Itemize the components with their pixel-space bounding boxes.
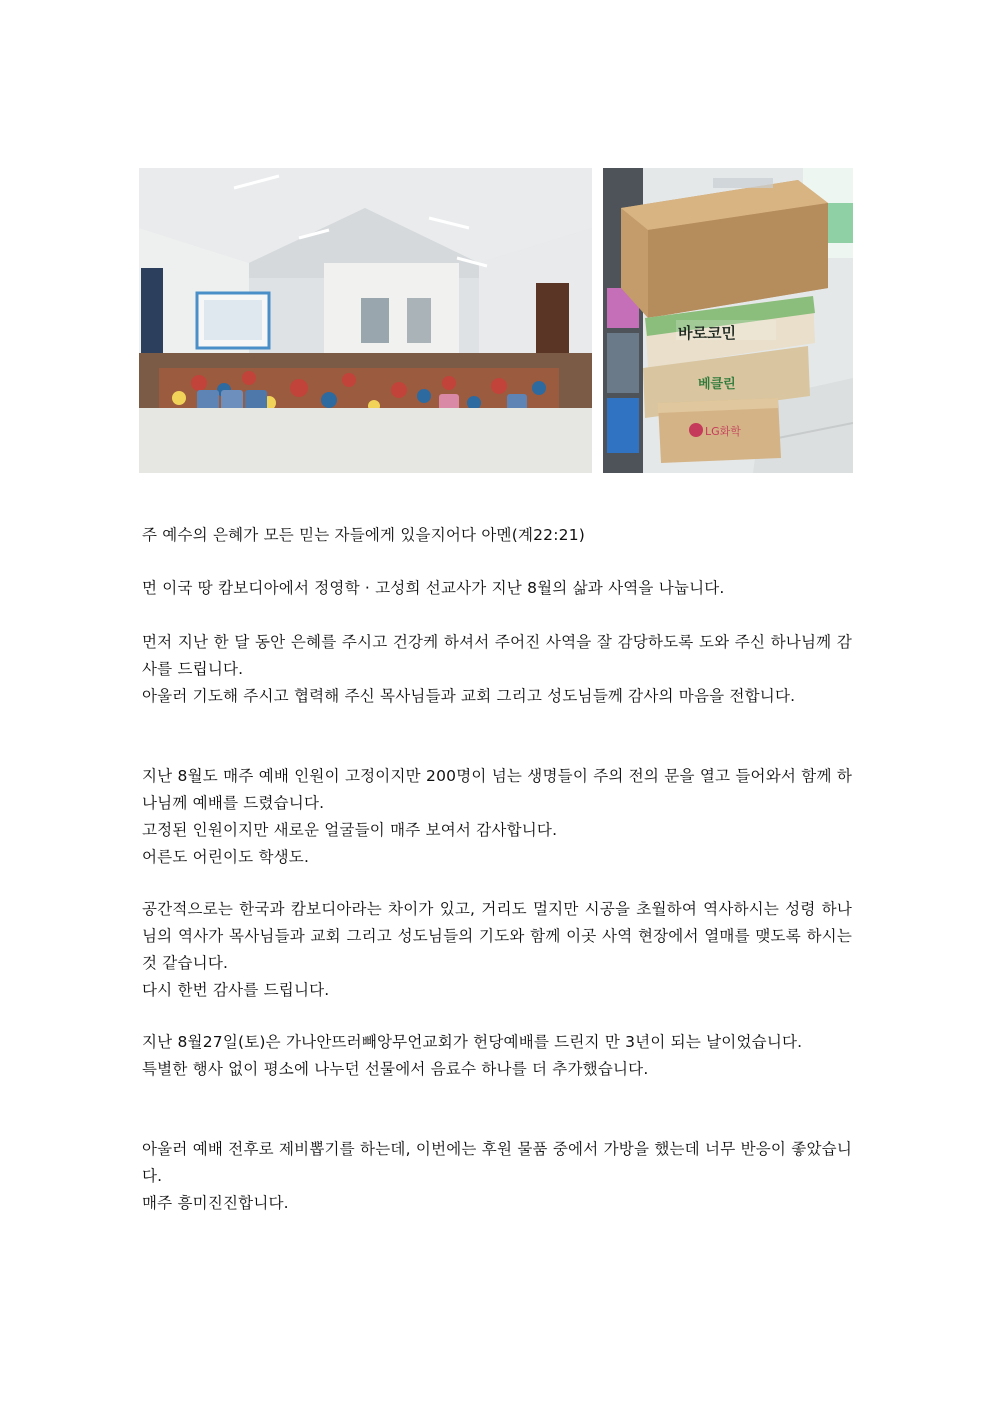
church-service-photo-icon — [139, 168, 592, 473]
text-line: 어른도 어린이도 학생도. — [142, 848, 310, 866]
text-line: 특별한 행사 없이 평소에 나누던 선물에서 음료수 하나를 더 추가했습니다. — [142, 1060, 649, 1078]
text-line: 아울러 기도해 주시고 협력해 주신 목사님들과 교회 그리고 성도님들께 감사의 마음을 전합니다. — [142, 687, 796, 705]
paragraph-greeting — [142, 522, 852, 549]
donation-boxes-photo — [603, 168, 853, 473]
text-line: 먼 이국 땅 캄보디아에서 정영학 · 고성희 선교사가 지난 8월의 삶과 사역을 나눕니다. — [142, 579, 725, 597]
text-line: 지난 8월27일(토)은 가나안뜨러빼앙무언교회가 헌당예배를 드린지 만 3년이 되는 날이었습니다. — [142, 1033, 803, 1051]
paragraph-worship — [142, 763, 852, 871]
box-label-3: LG화학 — [705, 425, 741, 438]
paragraph-spirit — [142, 896, 852, 1004]
text-line: 지난 8월도 매주 예배 인원이 고정이지만 200명이 넘는 생명들이 주의 전의 문을 열고 들어와서 함께 하나님께 예배를 드렸습니다. — [142, 767, 852, 812]
donation-boxes-photo-icon — [603, 168, 853, 473]
text-line: 먼저 지난 한 달 동안 은혜를 주시고 건강케 하셔서 주어진 사역을 잘 감당하도록 도와 주신 하나님께 감사를 드립니다. — [142, 633, 852, 678]
text-line: 고정된 인원이지만 새로운 얼굴들이 매주 보여서 감사합니다. — [142, 821, 558, 839]
text-line: 다시 한번 감사를 드립니다. — [142, 981, 330, 999]
box-label-1: 바로코민 — [678, 324, 736, 342]
text-line: 공간적으로는 한국과 캄보디아라는 차이가 있고, 거리도 멀지만 시공을 초월하여 역사하시는 성령 하나님의 역사가 목사님들과 교회 그리고 성도님들의 기도와 함께 이곳 사역 현장에서 열매를 맺도록 하시는 것 같습니다. — [142, 900, 852, 972]
text-line: 주 예수의 은혜가 모든 믿는 자들에게 있을지어다 아멘(계22:21) — [142, 526, 586, 544]
paragraph-intro — [142, 575, 852, 602]
box-label-2: 베클린 — [698, 377, 736, 392]
church-service-photo — [139, 168, 592, 473]
paragraph-anniversary — [142, 1029, 852, 1083]
paragraph-thanks — [142, 629, 852, 710]
text-line: 아울러 예배 전후로 제비뽑기를 하는데, 이번에는 후원 물품 중에서 가방을 했는데 너무 반응이 좋았습니다. — [142, 1140, 852, 1185]
text-line: 매주 흥미진진합니다. — [142, 1194, 289, 1212]
paragraph-lottery — [142, 1136, 852, 1217]
